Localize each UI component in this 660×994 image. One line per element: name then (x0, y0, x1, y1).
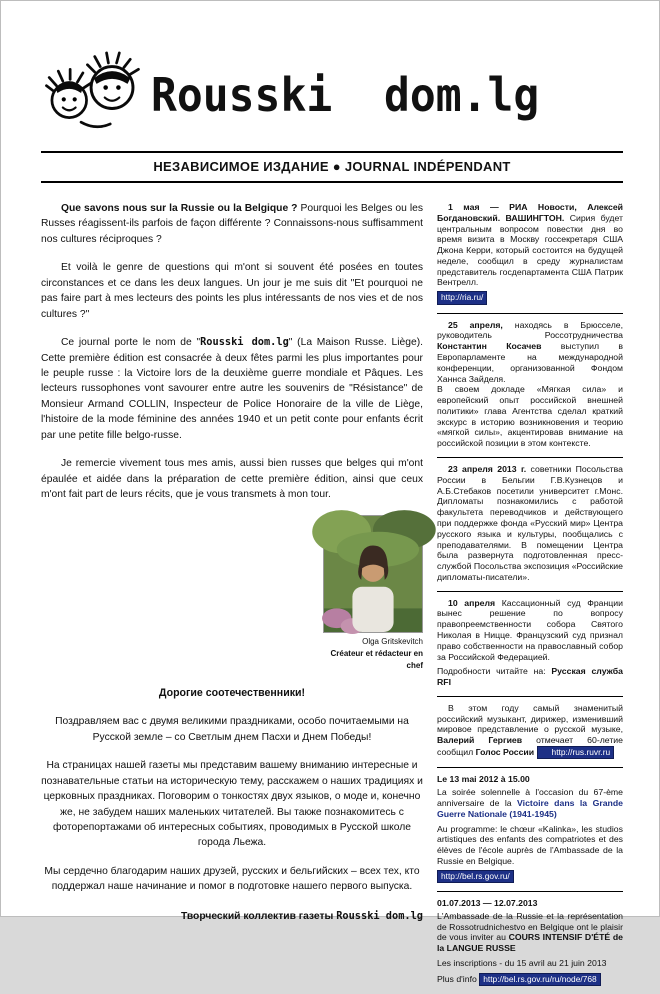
news-text (437, 898, 623, 954)
news-body: L'Ambassade de la Russie et la représentation de Rossotrudnichestvo en Belgique ont le plaisir de vous inviter au (437, 910, 623, 943)
news-text (437, 774, 623, 819)
news-lead: 25 апреля, (448, 319, 503, 330)
news-info-line (437, 973, 623, 986)
signature (41, 909, 423, 924)
journal-name-after: " (La Maison Russe. Liège). Cette première édition est consacrée à deux fêtes parmi les plus importantes pour le peuple russe : la Victoire lors de la deuxième guerre mondiale et Pâques. Les lecteurs russophones vont savourer entre autre les souvenirs de "Résistance" de Monsieur Armand COLLIN, Inspecteur de Police Honoraire de la ville de Liège, l'histoire de la mode féminine des années 1940 et un petit conte pour enfants écrit par une petite fille belgo-russe. (41, 337, 423, 441)
news-text (437, 598, 623, 663)
news-body: отмечает 60-летие сообщил (437, 735, 623, 758)
intro-rest: Pourquoi les Belges ou les Russes réagissent-ils parfois de façon différente ? Connaissons-nous suffisamment nos cultures réciproques ? (41, 203, 423, 245)
news-link-line (437, 291, 623, 304)
news-body: находясь в Брюсселе, руководитель Россотрудничества (437, 319, 624, 341)
link-ria[interactable]: http://ria.ru/ (437, 291, 487, 304)
content-columns (41, 201, 623, 994)
news-body: выступил в Европарламенте на международной конференции, организованной Фондом Ханнса Зайделя. В своем докладе «Мягкая сила» и европейский опыт российской внешней политики» глава Агентства сделал краткий экскурс в историю возникновения и теорию «мягкой силы», акцентировав внимание на российской позиции в этом контексте. (437, 341, 623, 449)
journal-name-before: Ce journal porte le nom de " (61, 337, 201, 349)
editorial-column (41, 201, 423, 924)
greeting-heading: Дорогие соотечественники! (158, 687, 306, 700)
ru-paragraph-gratitude: Мы сердечно благодарим наших друзей, русских и бельгийских – всех тех, кто поддержал наше начинание и помог в подготовке нашего первого выпуска. (44, 865, 420, 893)
news-text: Au programme: le chœur «Kalinka», les studios artistiques des enfants des compatriotes et des élèves de l'école auprès de l'Ambassade de la Russie en Belgique. (437, 823, 623, 866)
paragraph-acknowledgement: Je remercie vivement tous mes amis, aussi bien russes que belges qui m'ont épaulée et aidée dans la préparation de cette première édition, ainsi que ceux m'ont fait part de leurs récits, que je vous transmets à mon tour. (41, 458, 423, 500)
signature-brand: Rousski dom.lg (336, 909, 423, 922)
news-body: В этом году самый знаменитый российский музыкант, дирижер, изменивший мировое представление о русской музыке, (437, 702, 623, 735)
news-text (437, 703, 623, 760)
signature-text: Творческий коллектив газеты (180, 910, 337, 922)
news-bold-name: Константин Косачев (437, 341, 542, 352)
news-more-source: Русская служба RFI (437, 666, 624, 688)
news-more-text: Подробности читайте на: (437, 666, 552, 677)
news-more-line (437, 666, 623, 688)
news-text (437, 320, 623, 449)
news-body: La soirée solennelle à l'occasion du 67-ème anniversaire de la (437, 787, 623, 808)
news-info-text: Plus d'info (437, 973, 480, 984)
ru-paragraph-contents: На страницах нашей газеты мы представим вашему вниманию интересные и познавательные статьи на историческую тему, расскажем о наших традициях и церковных праздниках. Поговорим о тонкостях двух языков, о моде и, конечно же, не забудем наших маленьких читателей. Вы также познакомитесь с фоторепортажами об интересных событиях, проводимых в Русской школе города Льежа. (41, 760, 423, 849)
mascot-cartoon-icon (41, 49, 143, 137)
paragraph-questions: Et voilà le genre de questions qui m'ont si souvent été posées en toutes circonstances et ce dans les deux langues. Un jour je me suis dit "Et pourquoi ne pas faire part à mes lecteurs des points les plus intéressants de nos vies et de nos cultures ?" (41, 262, 423, 320)
news-item-nice-cathedral (437, 592, 623, 697)
journal-brand: Rousski dom.lg (200, 336, 289, 349)
subtitle-bar (41, 151, 623, 183)
news-item-victory-soiree (437, 768, 623, 892)
news-bold-course: COURS INTENSIF D'ÉTÉ de la LANGUE RUSSE (437, 932, 623, 954)
news-bold-name: Валерий Гергиев (437, 735, 523, 746)
ru-paragraph-congratulations: Поздравляем вас с двумя великими праздниками, особо почитаемыми на Русской земле – со Светлым днем Пасхи и Днем Победы! (55, 716, 409, 743)
link-bel-rs-gov-node[interactable]: http://bel.rs.gov.ru/ru/node/768 (479, 973, 600, 986)
news-link-line (437, 870, 623, 883)
subtitle-text: НЕЗАВИСИМОЕ ИЗДАНИЕ ● JOURNAL INDÉPENDANT (153, 159, 511, 174)
news-lead: 01.07.2013 — 12.07.2013 (437, 898, 538, 909)
link-ruvr[interactable]: http://rus.ruvr.ru (537, 746, 615, 759)
news-item-gergiev (437, 697, 623, 769)
editor-photo-figure (323, 515, 423, 672)
news-body: Кассационный суд Франции вынес решение по вопросу правопреемственности собора Святого Николая в Ницце. Французский суд признал право собственности на православный собор за Российской Федерацией. (437, 597, 623, 662)
news-bold-source: Голос России (475, 747, 537, 758)
editor-photo (323, 515, 423, 633)
masthead-title: Rousski dom.lg (151, 68, 540, 123)
news-lead: Le 13 mai 2012 à 15.00 (437, 774, 530, 785)
news-body: Сирия будет центральным вопросом повестки дня во время визита в Москву госсекретаря США Джона Керри, который состоится на будущей неделе, сообщил в среду журналистам представитель госдепартамента США Патрик Вентрелл. (437, 212, 623, 288)
news-text (437, 202, 623, 288)
news-item-kosachev (437, 314, 623, 458)
photo-caption (323, 636, 423, 672)
news-item-mons (437, 458, 623, 592)
masthead (41, 45, 623, 141)
intro-bold-question: Que savons nous sur la Russie ou la Belgique ? (61, 203, 298, 214)
intro-paragraph (41, 201, 423, 247)
paragraph-journal-name (41, 335, 423, 443)
news-body: советники Посольства России в Бельгии Г.В.Кузнецов и А.Б.Стебаков посетили университет г.Монс. Дипломаты познакомились с работой факультета переводчиков и действующего при поддержке фонда «Русский мир» Центра русского языка и культуры, пообщались с преподавателями. В помещении Центра была развернута подготовленная пресс-службой Посольства экспозиция «Российские дипломаты-писатели». (437, 464, 623, 582)
link-bel-rs-gov[interactable]: http://bel.rs.gov.ru/ (437, 870, 514, 883)
news-inscriptions-line: Les inscriptions - du 15 avril au 21 juin 2013 (437, 958, 607, 969)
news-item-summer-course (437, 892, 623, 994)
news-column (437, 201, 623, 994)
editor-name: Olga Gritskevitch (362, 637, 423, 647)
editor-role: Créateur et rédacteur en chef (330, 649, 423, 671)
news-lead: 10 апреля (448, 597, 496, 608)
news-item-syria (437, 201, 623, 314)
news-bold-event: Victoire dans la Grande Guerre Nationale (1941-1945) (437, 798, 623, 819)
news-lead: 1 мая — РИА Новости, Алексей Богдановский. ВАШИНГТОН. (437, 202, 623, 223)
news-lead: 23 апреля 2013 г. (448, 464, 527, 475)
news-text (437, 464, 623, 583)
